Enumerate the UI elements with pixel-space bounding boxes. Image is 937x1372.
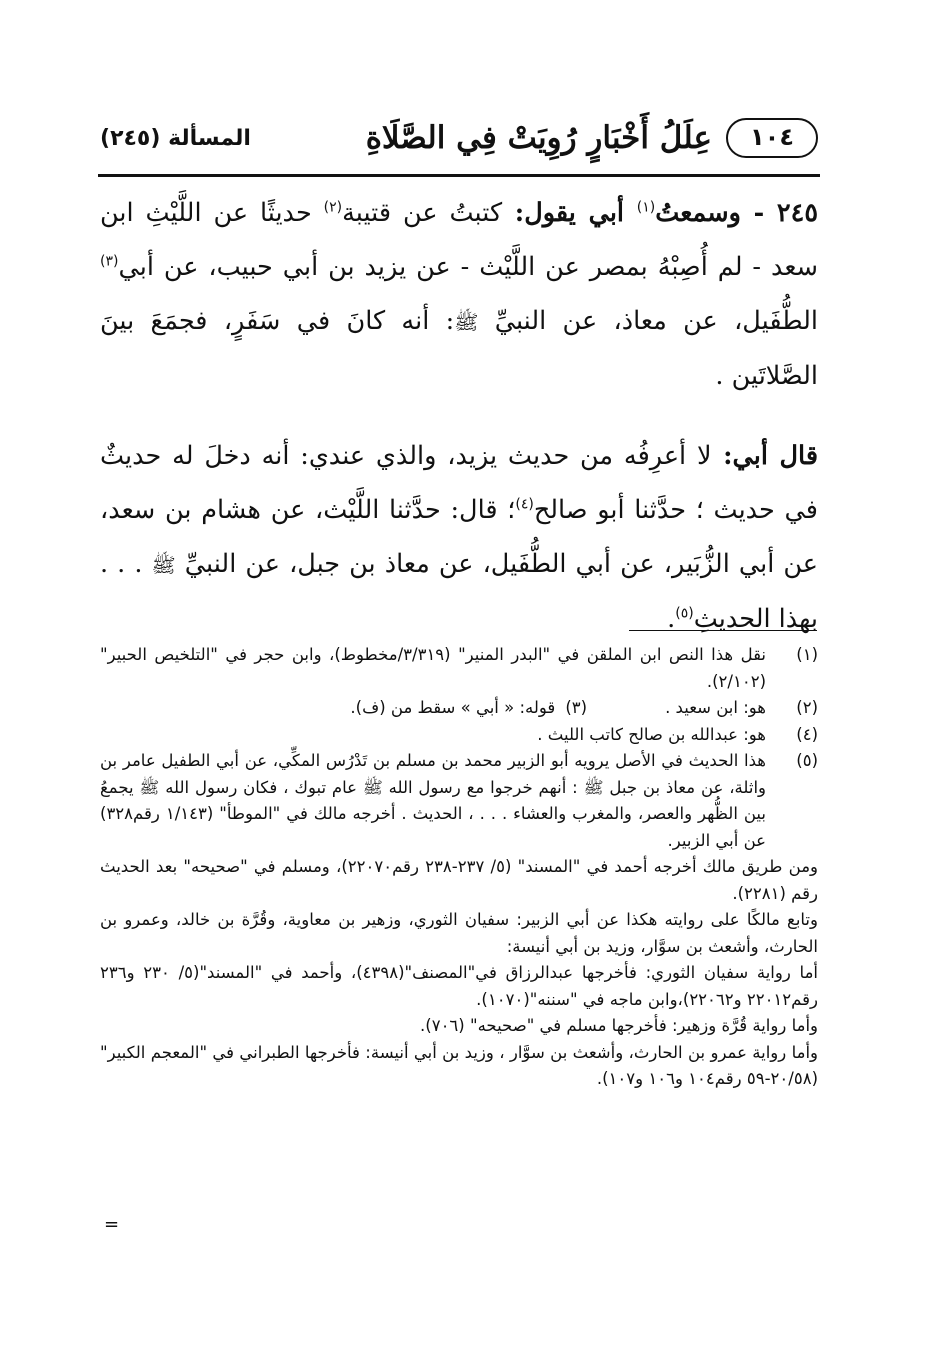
salutation-glyph: ﷺ: [151, 553, 176, 577]
continuation-mark: =: [104, 1214, 120, 1235]
footnote-text: نقل هذا النص ابن الملقن في "البدر المنير" (٣/٣١٩/مخطوط)، وابن حجر في "التلخيص الحبير" (٢/١٠٢).: [100, 645, 767, 691]
footnote-text: قوله: « أبي » سقط من (ف).: [350, 698, 556, 717]
entry-lead: وسمعتُ: [655, 198, 741, 228]
footnote-divider: [629, 630, 817, 631]
footnote-number: (٢): [796, 698, 818, 717]
main-text-segment: : أنه كانَ في سَفَرٍ، فجمَعَ بينَ الصَّلاتَين .: [100, 306, 818, 391]
main-text-segment: كتبتُ عن قتيبة: [342, 198, 503, 228]
main-text-segment: ؛ قال: حدَّثنا اللَّيْث، عن هشام بن سعد، عن أبي الزُّبَير، عن أبي الطُّفَيل، عن معاذ بن جبل، عن النبيِّ: [100, 495, 818, 579]
entry-number: ٢٤٥ -: [740, 198, 819, 228]
page-number: ١٠٤: [726, 118, 818, 158]
footnote-number: (١): [796, 645, 818, 664]
page-header: [98, 110, 818, 172]
main-text-segment: .: [667, 604, 676, 634]
footnote-ref-2[interactable]: (٢): [323, 199, 343, 216]
footnote-5-paragraph-6: وأما رواية عمرو بن الحارث، وأشعث بن سوَّار ، وزيد بن أبي أنيسة: فأخرجها الطبراني في "المعجم الكبير" (٢٠/٥٨-٥٩ رقم١٠٤ و١٠٦ و١٠٧).: [100, 1042, 818, 1088]
footnote-1: [100, 642, 818, 695]
main-text-segment: حديثًا عن اللَّيْثِ ابن سعد - لم أُصِبْهُ بمصر عن اللَّيْث - عن يزيد بن أبي حبيب، عن أبي: [100, 198, 818, 282]
footnote-3: [350, 695, 587, 722]
footnote-5-paragraph-5: وأما رواية قُرَّة وزهير: فأخرجها مسلم في "صحيحه" (٧٠٦).: [420, 1016, 818, 1035]
footnote-2: [665, 695, 818, 722]
main-text-segment: الطُّفَيل، عن معاذ، عن النبيِّ: [478, 306, 818, 336]
footnote-4: [100, 722, 818, 749]
book-title: عِلَلُ أَخْبَارٍ رُوِيَتْ فِي الصَّلَاةِ: [365, 120, 712, 156]
salutation-glyph: ﷺ: [454, 310, 479, 334]
main-paragraph-2: [100, 429, 818, 646]
section-label: المسألة (٢٤٥): [100, 126, 251, 151]
footnote-ref-1[interactable]: (١): [636, 199, 656, 216]
entry-lead-2: أبي يقول:: [502, 198, 637, 228]
header-divider: [98, 174, 820, 177]
main-text: [100, 186, 818, 646]
footnote-number: (٥): [796, 751, 818, 770]
footnote-ref-3[interactable]: (٣): [100, 253, 119, 270]
footnote-5: [100, 748, 818, 854]
qala-abi-lead: قال أبي:: [711, 441, 819, 471]
main-paragraph-1: [100, 186, 818, 403]
footnotes-2-3: [100, 695, 818, 722]
footnote-ref-4[interactable]: (٤): [515, 496, 534, 513]
footnote-5-paragraph-3: وتابع مالكًا على روايته هكذا عن أبي الزبير: سفيان الثوري، وزهير بن معاوية، وقُرَّة بن خالد، وعمرو بن الحارث، وأشعث بن سوَّار، وزيد بن أبي أنيسة:: [100, 910, 818, 956]
footnote-number: (٣): [565, 698, 588, 717]
footnotes: [100, 642, 818, 1093]
main-text-segment: لا أعرِفُه من حديث يزيد، والذي عندي: أنه دخلَ له حديثٌ في حديث ؛ حدَّثنا أبو صالح: [100, 441, 818, 525]
footnote-number: (٤): [796, 724, 818, 744]
footnote-text: هو: عبدالله بن صالح كاتب الليث .: [537, 724, 766, 744]
footnote-5-paragraph-4: أما رواية سفيان الثوري: فأخرجها عبدالرزاق في"المصنف"(٤٣٩٨)، وأحمد في "المسند"(٥/ ٢٣٠ و٢٣٦ رقم٢٢٠١٢ و٢٢٠٦٢)،وابن ماجه في "سننه"(١٠٧٠).: [100, 963, 818, 1009]
footnote-text: هذا الحديث في الأصل يرويه أبو الزبير محمد بن مسلم بن تَدْرُس المكِّي، عن أبي الطفيل عامر بن واثلة، عن معاذ بن جبل ﷺ : أنهم خرجوا مع رسول الله ﷺ عام تبوك ، فكان رسول الله ﷺ يجمعُ بين الظُّهر والعصر، والمغرب والعشاء . . . ، الحديث . أخرجه مالك في "الموطأ" (١/١٤٣ رقم٣٢٨) عن أبي الزبير.: [100, 751, 766, 850]
main-text-segment: . . . بهذا الحديثِ: [100, 549, 818, 634]
footnote-text: هو: ابن سعيد .: [665, 698, 766, 717]
footnote-ref-5[interactable]: (٥): [675, 605, 694, 622]
footnote-5-paragraph-2: ومن طريق مالك أخرجه أحمد في "المسند" (٥/ ٢٣٧-٢٣٨ رقم٢٢٠٧٠)، ومسلم في "صحيحه" بعد الحديث رقم (٢٢٨١).: [100, 857, 819, 903]
